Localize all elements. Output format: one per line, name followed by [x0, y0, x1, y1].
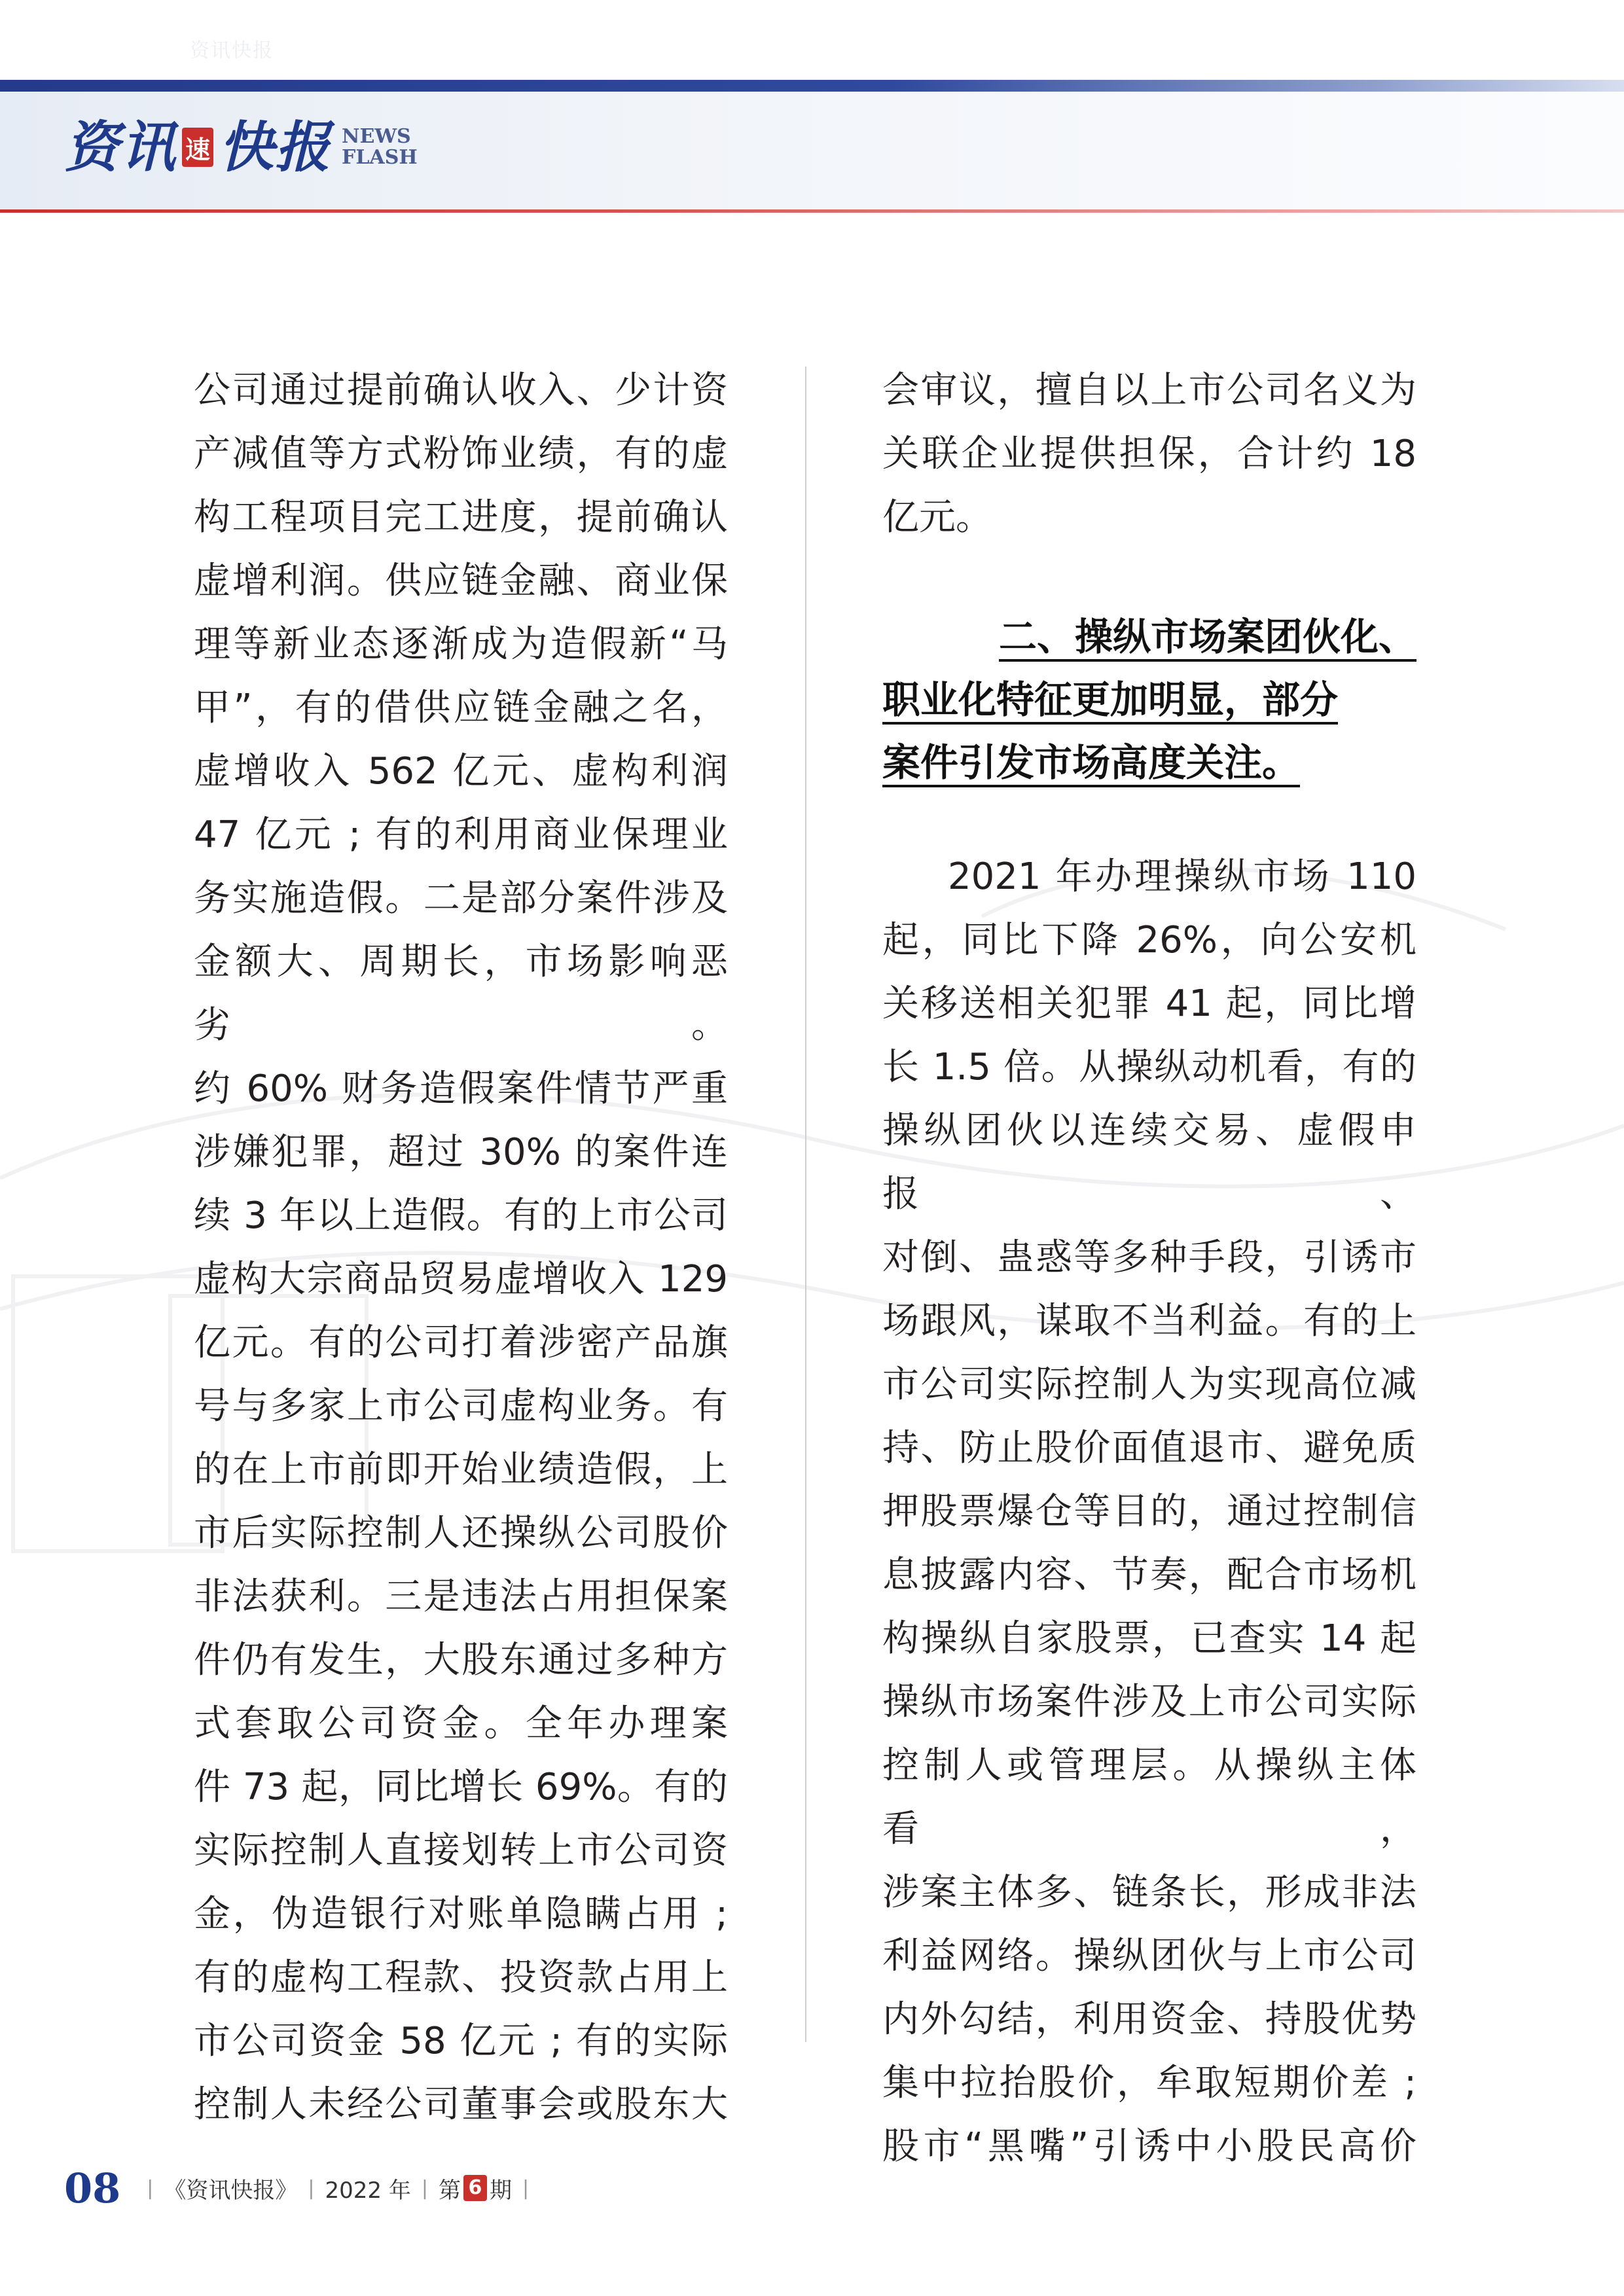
left-line: 的在上市前即开始业绩造假，上 [194, 1448, 728, 1491]
top-color-band [0, 80, 1624, 92]
section-heading-line3: 案件引发市场高度关注。 [882, 740, 1301, 785]
right-body-line: 利益网络。操纵团伙与上市公司 [882, 1935, 1416, 1977]
right-body-line: 持、防止股价面值退市、避免质 [882, 1427, 1416, 1469]
left-line: 公司通过提前确认收入、少计资 [194, 369, 728, 412]
left-line: 金额大、周期长，市场影响恶劣。 [194, 941, 728, 1047]
left-line: 甲”，有的借供应链金融之名， [194, 687, 728, 729]
right-intro-line: 亿元。 [882, 496, 992, 539]
issue-number-badge: 6 [463, 2175, 487, 2201]
right-body-line: 市公司实际控制人为实现高位减 [882, 1363, 1416, 1406]
footer-separator: | [147, 2176, 154, 2200]
right-body-line: 2021 年办理操纵市场 110 [948, 855, 1416, 898]
left-line: 虚构大宗商品贸易虚增收入 129 [194, 1258, 728, 1300]
right-body-line: 涉案主体多、链条长，形成非法 [882, 1871, 1416, 1914]
right-intro-line: 会审议，擅自以上市公司名义为 [882, 369, 1416, 412]
section-heading-line2: 职业化特征更加明显，部分 [882, 677, 1339, 722]
left-line: 务实施造假。二是部分案件涉及 [194, 877, 728, 920]
left-line: 件 73 起，同比增长 69%。有的 [194, 1766, 728, 1808]
left-line: 47 亿元 ; 有的利用商业保理业 [194, 814, 728, 856]
left-line: 实际控制人直接划转上市公司资 [194, 1829, 728, 1872]
right-body-line: 操纵市场案件涉及上市公司实际 [882, 1681, 1416, 1723]
right-body-line: 操纵团伙以连续交易、虚假申报、 [882, 1109, 1416, 1215]
right-intro-line: 关联企业提供担保，合计约 18 [882, 433, 1416, 475]
right-body-line: 起，同比下降 26%，向公安机 [882, 919, 1416, 961]
left-line: 市公司资金 58 亿元 ; 有的实际 [194, 2020, 728, 2062]
left-line: 式套取公司资金。全年办理案 [194, 1702, 728, 1745]
right-body-line: 押股票爆仓等目的，通过控制信 [882, 1490, 1416, 1533]
left-line: 理等新业态逐渐成为造假新“马 [194, 623, 728, 666]
right-body-line: 内外勾结，利用资金、持股优势 [882, 1998, 1416, 2041]
footer-separator: | [308, 2176, 315, 2200]
masthead-logo [64, 98, 418, 196]
section-heading [882, 605, 1416, 794]
left-line: 号与多家上市公司虚构业务。有 [194, 1385, 728, 1427]
left-line: 市后实际控制人还操纵公司股价 [194, 1512, 728, 1554]
footer-separator: | [421, 2176, 428, 2200]
faint-header-text: 资讯快报 [190, 39, 274, 62]
section-heading-line1: 二、操纵市场案团伙化、 [998, 615, 1416, 659]
left-line: 虚增收入 562 亿元、虚构利润 [194, 750, 728, 793]
left-line: 非法获利。三是违法占用担保案 [194, 1575, 728, 1618]
right-body-line: 股市“黑嘴”引诱中小股民高价 [882, 2125, 1416, 2168]
header-red-rule [0, 209, 1624, 213]
right-body-line: 息披露内容、节奏，配合市场机 [882, 1554, 1416, 1596]
left-line: 涉嫌犯罪，超过 30% 的案件连 [194, 1131, 728, 1174]
left-line: 产减值等方式粉饰业绩，有的虚 [194, 433, 728, 475]
left-line: 约 60% 财务造假案件情节严重 [194, 1067, 728, 1110]
issue-suffix: 期 [489, 2177, 512, 2204]
left-line: 构工程项目完工进度，提前确认 [194, 496, 728, 539]
right-body-line: 集中拉抬股价，牟取短期价差 ; [882, 2062, 1416, 2104]
right-body-line: 对倒、蛊惑等多种手段，引诱市 [882, 1236, 1416, 1279]
footer-separator: | [522, 2176, 530, 2200]
logo-seal-icon: 速 [182, 128, 213, 167]
left-line: 亿元。有的公司打着涉密产品旗 [194, 1321, 728, 1364]
publication-year: 2022 年 [325, 2177, 411, 2204]
logo-english-line1: NEWS [342, 125, 411, 148]
right-body-line: 长 1.5 倍。从操纵动机看，有的 [882, 1046, 1416, 1088]
right-body-line: 场跟风，谋取不当利益。有的上 [882, 1300, 1416, 1342]
page-number: 08 [64, 2164, 121, 2212]
left-line: 虚增利润。供应链金融、商业保 [194, 560, 728, 602]
left-column-text [194, 359, 728, 2136]
logo-english [342, 126, 418, 168]
left-line: 件仍有发生，大股东通过多种方 [194, 1639, 728, 1681]
left-line: 续 3 年以上造假。有的上市公司 [194, 1194, 728, 1237]
right-body-line: 构操纵自家股票，已查实 14 起 [882, 1617, 1416, 1660]
logo-text-part1: 资讯 [64, 115, 177, 179]
column-divider [805, 367, 806, 2042]
right-body-line: 控制人或管理层。从操纵主体看， [882, 1744, 1416, 1850]
left-line: 金，伪造银行对账单隐瞒占用 ; [194, 1893, 728, 1935]
right-body-line: 关移送相关犯罪 41 起，同比增 [882, 982, 1416, 1025]
logo-text-part2: 快报 [219, 115, 332, 179]
left-line: 控制人未经公司董事会或股东大 [194, 2083, 728, 2126]
left-line: 有的虚构工程款、投资款占用上 [194, 1956, 728, 1999]
page-footer [64, 2165, 539, 2211]
right-column-text [882, 359, 1416, 2178]
logo-english-line2: FLASH [342, 146, 418, 169]
issue-prefix: 第 [438, 2177, 461, 2204]
publication-name: 《资讯快报》 [164, 2177, 298, 2204]
